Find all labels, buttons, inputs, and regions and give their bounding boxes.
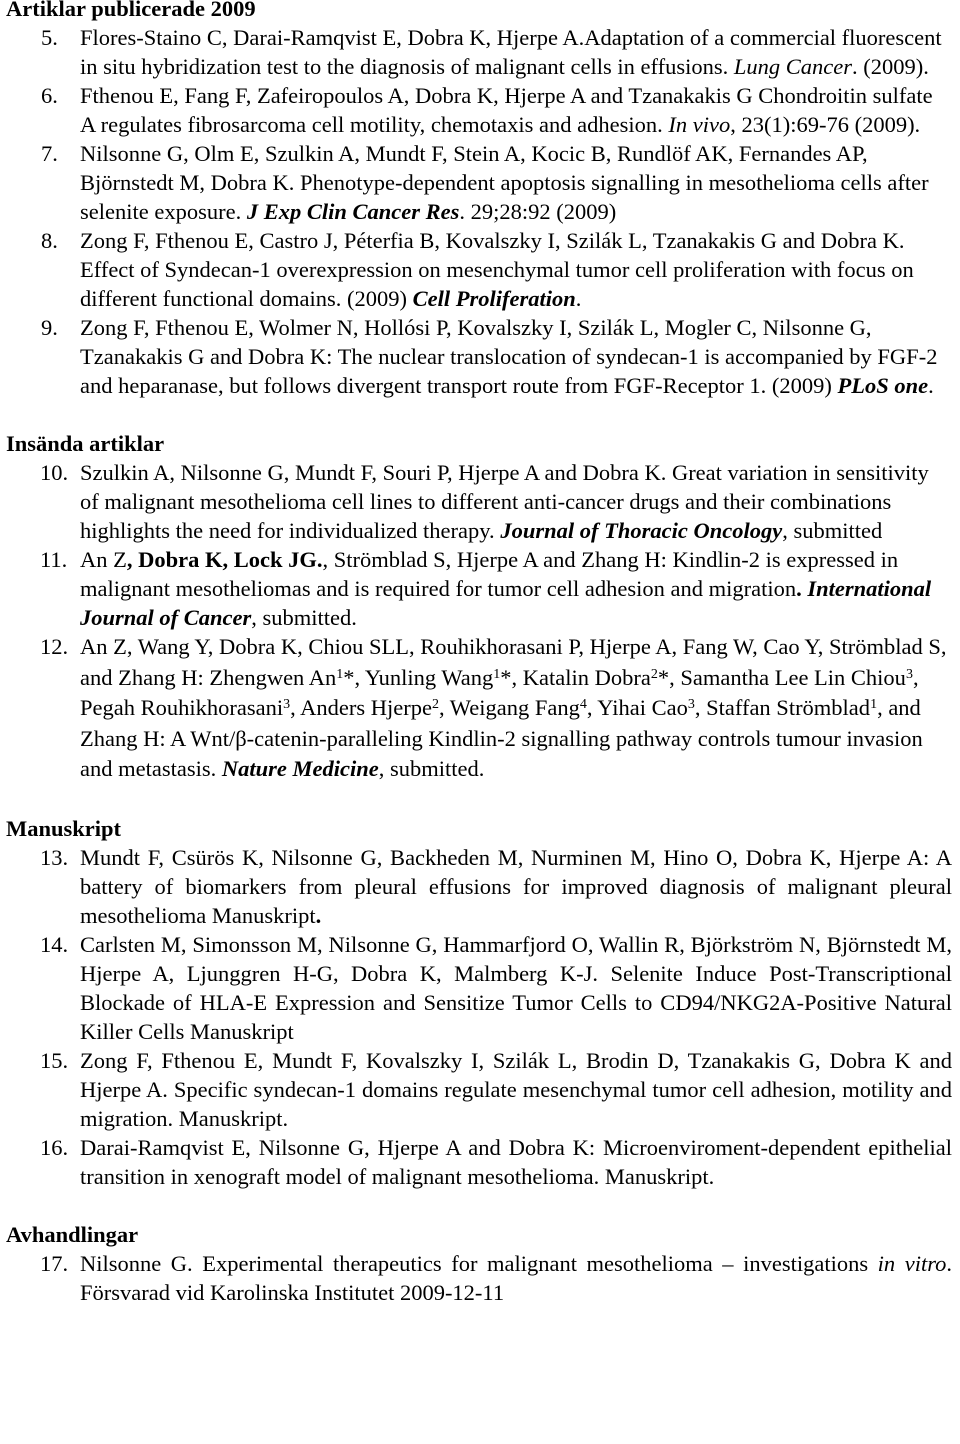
reference-12 bbox=[6, 632, 952, 785]
reference-details: , submitted bbox=[782, 518, 883, 543]
reference-text: Mundt F, Csürös K, Nilsonne G, Backheden M, Nurminen M, Hino O, Dobra K, Hjerpe A: A battery of biomarkers from pleural effusions for improved diagnosis of malignant pleural mesothelioma Manuskript bbox=[80, 844, 952, 928]
italic-word: in bbox=[877, 1250, 896, 1276]
reference-text: , Weigang Fang bbox=[438, 695, 580, 720]
italic-word: vitro bbox=[904, 1250, 947, 1276]
affiliation-sup: 1 bbox=[336, 666, 344, 682]
reference-number: 11. bbox=[40, 547, 68, 572]
reference-text: *, Katalin Dobra bbox=[500, 664, 651, 690]
reference-9 bbox=[6, 313, 952, 400]
reference-14 bbox=[6, 930, 952, 1046]
section-heading-submitted: Insända artiklar bbox=[6, 431, 165, 456]
reference-punct: . bbox=[315, 902, 322, 928]
reference-details: . Försvarad vid Karolinska Institutet 2009-12-11 bbox=[80, 1250, 953, 1305]
reference-number: 5. bbox=[41, 25, 58, 50]
reference-number: 17. bbox=[40, 1250, 69, 1276]
reference-text: Szulkin A, Nilsonne G, Mundt F, Souri P, Hjerpe A and Dobra K. Great variation in sensitivity of malignant mesothelioma cell lines to different anti-cancer drugs and their combinations highlights the need for individualized therapy. bbox=[80, 460, 929, 543]
section-heading-published: Artiklar publicerade 2009 bbox=[6, 0, 256, 21]
reference-text: Darai-Ramqvist E, Nilsonne G, Hjerpe A and Dobra K: Microenviroment-dependent epithelial transition in xenograft model of malignant mesothelioma. Manuskript. bbox=[80, 1134, 952, 1189]
reference-number: 10. bbox=[40, 460, 69, 485]
reference-text: Fthenou E, Fang F, Zafeiropoulos A, Dobra K, Hjerpe A and Tzanakakis G Chondroitin sulfate A regulates fibrosarcoma cell motility, chemotaxis and adhesion. bbox=[80, 83, 933, 137]
reference-16 bbox=[6, 1133, 952, 1191]
reference-13 bbox=[6, 843, 952, 930]
reference-text: Zong F, Fthenou E, Mundt F, Kovalszky I, Szilák L, Brodin D, Tzanakakis G, Dobra K and Hjerpe A. Specific syndecan-1 domains regulate mesenchymal tumor cell adhesion, motility and migration. Manuskript. bbox=[80, 1047, 952, 1131]
reference-author-bold: , Dobra K, Lock JG. bbox=[126, 547, 323, 572]
reference-8 bbox=[6, 226, 952, 313]
reference-details: , submitted. bbox=[251, 605, 357, 630]
journal-name: Lung Cancer bbox=[733, 54, 852, 79]
reference-5 bbox=[6, 23, 952, 81]
reference-text: An Z, Wang Y, Dobra K, Chiou SLL, Rouhikhorasani P, Hjerpe A, Fang W, Cao Y, Strömblad S, and Zhang H: Zhengwen An bbox=[80, 634, 947, 690]
reference-text: , Anders Hjerpe bbox=[290, 695, 432, 720]
reference-details: , submitted. bbox=[378, 756, 485, 781]
reference-17 bbox=[6, 1249, 952, 1307]
section-heading-manuscripts: Manuskript bbox=[6, 815, 122, 841]
reference-details: . 29;28:92 (2009) bbox=[459, 199, 617, 224]
reference-number: 15. bbox=[40, 1047, 69, 1073]
journal-name: International Journal of Cancer bbox=[80, 576, 932, 630]
reference-author-first: An Z bbox=[80, 547, 127, 572]
reference-text: *, Samantha Lee Lin Chiou bbox=[657, 664, 906, 690]
journal-name: Nature Medicine bbox=[221, 756, 379, 781]
reference-10 bbox=[6, 458, 952, 545]
reference-number: 12. bbox=[40, 634, 69, 659]
reference-text: Nilsonne G. Experimental therapeutics for malignant mesothelioma – investigations bbox=[80, 1250, 878, 1276]
journal-name: Journal of Thoracic Oncology bbox=[500, 518, 783, 543]
affiliation-sup: 4 bbox=[579, 697, 587, 712]
reference-details: . bbox=[575, 286, 582, 311]
reference-text: , Pegah Rouhikhorasani bbox=[80, 664, 919, 720]
reference-number: 13. bbox=[40, 844, 69, 870]
reference-7 bbox=[6, 139, 952, 226]
reference-number: 8. bbox=[41, 228, 58, 253]
affiliation-sup: 3 bbox=[905, 666, 913, 682]
affiliation-sup: 3 bbox=[687, 697, 695, 712]
reference-text: , Staffan Strömblad bbox=[694, 695, 871, 720]
reference-15 bbox=[6, 1046, 952, 1133]
section-heading-theses: Avhandlingar bbox=[6, 1221, 139, 1247]
affiliation-sup: 1 bbox=[493, 666, 501, 682]
journal-name: Cell Proliferation bbox=[412, 286, 576, 311]
journal-name: In vivo bbox=[668, 112, 731, 137]
affiliation-sup: 1 bbox=[870, 697, 878, 712]
reference-11 bbox=[6, 545, 952, 632]
affiliation-sup: 2 bbox=[650, 666, 658, 682]
journal-name: PLoS one bbox=[837, 373, 929, 398]
reference-text: Zong F, Fthenou E, Wolmer N, Hollósi P, Kovalszky I, Szilák L, Mogler C, Nilsonne G, Tzanakakis G and Dobra K: The nuclear translocation of syndecan-1 is accompanied by FGF-2 and heparanase, but follows divergent transport route from FGF-Receptor 1. (2009) bbox=[80, 315, 938, 398]
reference-text: *, Yunling Wang bbox=[343, 664, 494, 690]
affiliation-sup: 2 bbox=[431, 697, 439, 712]
affiliation-sup: 3 bbox=[283, 697, 291, 712]
reference-text: Carlsten M, Simonsson M, Nilsonne G, Hammarfjord O, Wallin R, Björkström N, Björnstedt M, Hjerpe A, Ljunggren H-G, Dobra K, Malmberg K-J. Selenite Induce Post-Transcriptional Blockade of HLA-E Expression and Sensitize Tumor Cells to CD94/NKG2A-Positive Natural Killer Cells Manuskript bbox=[80, 931, 952, 1044]
reference-number: 7. bbox=[41, 141, 58, 166]
reference-6 bbox=[6, 81, 952, 139]
reference-punct: . bbox=[796, 576, 802, 601]
reference-text: , Yihai Cao bbox=[586, 695, 688, 720]
reference-text: , Strömblad S, Hjerpe A and Zhang H: Kindlin-2 is expressed in malignant mesotheliomas and is required for tumor cell adhesion and migration bbox=[80, 547, 899, 601]
reference-text: Flores-Staino C, Darai-Ramqvist E, Dobra K, Hjerpe A.Adaptation of a commercial fluorescent in situ hybridization test to the diagnosis of malignant cells in effusions. bbox=[80, 25, 942, 79]
reference-details: , 23(1):69-76 (2009). bbox=[730, 112, 921, 137]
reference-number: 6. bbox=[41, 83, 58, 108]
reference-number: 14. bbox=[40, 931, 69, 957]
reference-text: Nilsonne G, Olm E, Szulkin A, Mundt F, Stein A, Kocic B, Rundlöf AK, Fernandes AP, Björnstedt M, Dobra K. Phenotype-dependent apoptosis signalling in mesothelioma cells after selenite exposure. bbox=[80, 141, 929, 224]
reference-number: 9. bbox=[41, 315, 58, 340]
reference-number: 16. bbox=[40, 1134, 69, 1160]
journal-name: J Exp Clin Cancer Res bbox=[246, 199, 460, 224]
reference-details: . (2009). bbox=[852, 54, 929, 79]
reference-text: , and Zhang H: A Wnt/β-catenin-paralleling Kindlin-2 signalling pathway controls tumour invasion and metastasis. bbox=[80, 695, 923, 781]
reference-details: . bbox=[928, 373, 934, 398]
reference-text: Zong F, Fthenou E, Castro J, Péterfia B, Kovalszky I, Szilák L, Tzanakakis G and Dobra K. Effect of Syndecan-1 overexpression on mesenchymal tumor cell proliferation with focus on different functional domains. (2009) bbox=[80, 228, 914, 311]
